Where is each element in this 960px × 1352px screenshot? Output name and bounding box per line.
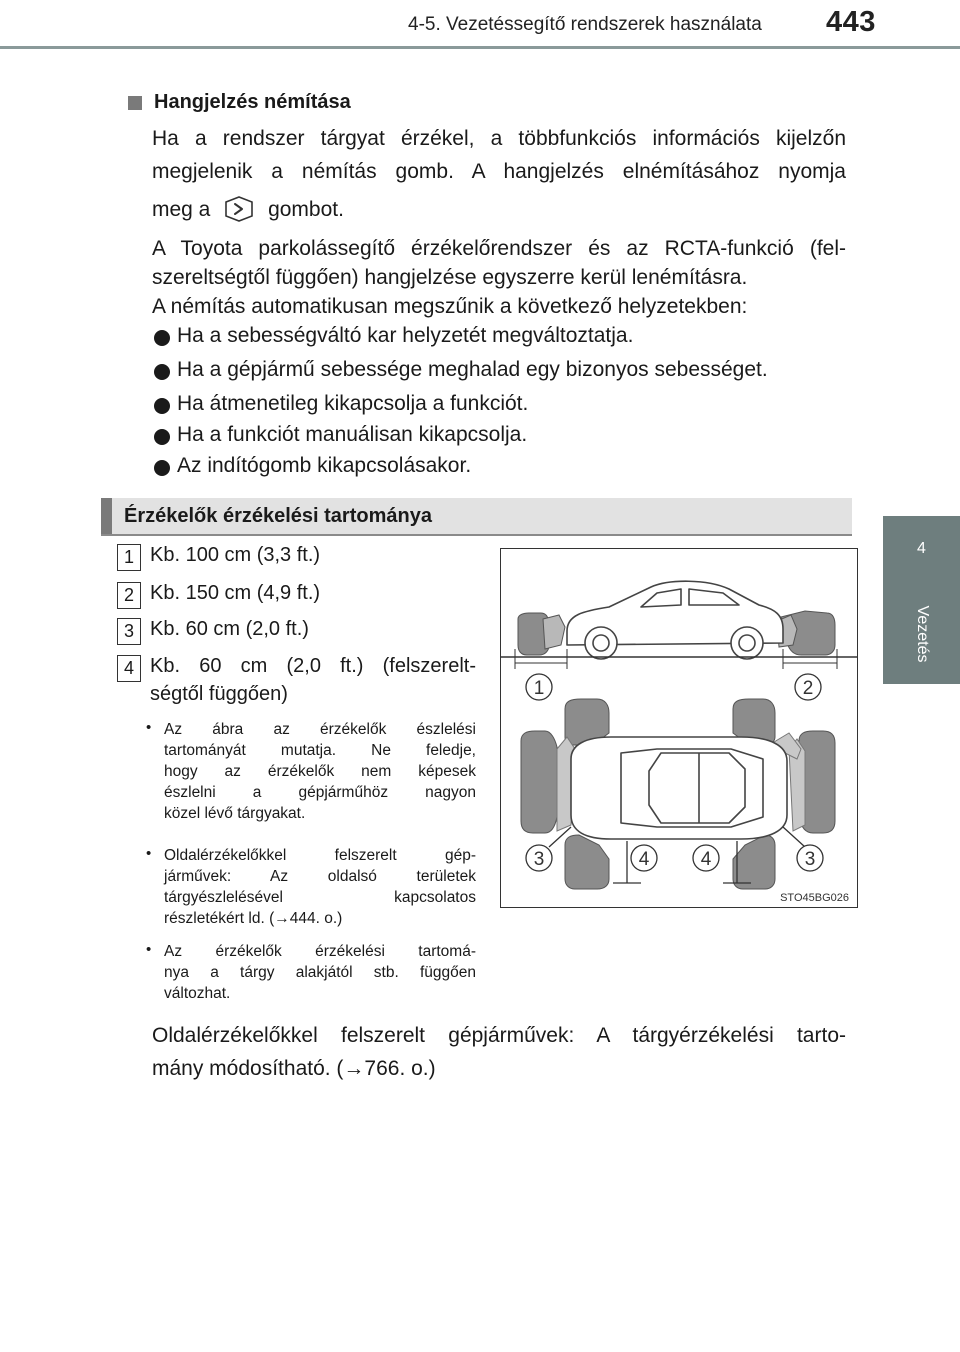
range-item-1: Kb. 100 cm (3,3 ft.) <box>150 544 321 566</box>
mute-bullet-5: Az indítógomb kikapcsolásakor. <box>177 454 472 477</box>
car-side-icon <box>567 581 783 659</box>
note-1-line: tartományát mutatja. Ne feledje, <box>164 742 476 759</box>
range-item-4-line1: Kb. 60 cm (2,0 ft.) (felszerelt- <box>150 655 476 677</box>
item-number-3: 3 <box>117 618 141 645</box>
note-1-line: hogy az érzékelők nem képesek <box>164 763 476 780</box>
mute-para1-line3-after: gombot. <box>268 198 344 221</box>
note-3-line: nya a tárgy alakjától stb. függően <box>164 964 476 981</box>
header-title: 4-5. Vezetéssegítő rendszerek használata <box>408 14 762 35</box>
note-2-line: tárgyészlelésével kapcsolatos <box>164 889 476 906</box>
mute-bullet-4: Ha a funkciót manuálisan kikapcsolja. <box>177 423 528 446</box>
item-number-2: 2 <box>117 582 141 609</box>
note-1-line: közel lévő tárgyakat. <box>164 805 306 822</box>
range-item-4-line2: ségtől függően) <box>150 683 288 705</box>
callout-2: 2 <box>802 678 814 699</box>
chapter-tab-number: 4 <box>917 540 926 557</box>
note-3 <box>164 941 476 1004</box>
bullet-icon <box>154 364 170 380</box>
mute-para2-line2: szereltségtől függően) hangjelzése egyszerre kerül lenémításra. <box>152 266 748 289</box>
note-2-line: járművek: Az oldalsó területek <box>164 868 476 885</box>
callout-3-left: 3 <box>533 849 545 870</box>
note-bullet: • <box>146 845 152 862</box>
note-1-line: észlelni a gépjárműhöz nagyon <box>164 784 476 801</box>
mute-para2-line1: A Toyota parkolássegítő érzékelőrendszer és az RCTA-funkció (fel- <box>152 237 846 260</box>
note-3-line: Az érzékelők érzékelési tartomá- <box>164 943 476 960</box>
mute-para1-line1: Ha a rendszer tárgyat érzékel, a többfunkciós információs kijelzőn <box>152 127 846 150</box>
section-title-mute: Hangjelzés némítása <box>154 91 351 113</box>
note-2-line: részletékért ld. (→444. o.) <box>164 910 343 927</box>
chapter-tab-label-wrap <box>884 604 959 664</box>
note-2-line: Oldalérzékelőkkel felszerelt gép- <box>164 847 476 864</box>
note-2 <box>164 845 476 929</box>
mute-para1-line3 <box>152 193 344 226</box>
note-bullet: • <box>146 941 152 958</box>
range-item-3: Kb. 60 cm (2,0 ft.) <box>150 618 309 640</box>
range-item-2: Kb. 150 cm (4,9 ft.) <box>150 582 321 604</box>
square-bullet-icon <box>128 96 142 110</box>
chapter-tab-label: Vezetés <box>913 605 931 663</box>
figure-code: STO45BG026 <box>780 892 849 904</box>
bullet-icon <box>154 398 170 414</box>
header-rule <box>0 46 960 49</box>
item-number-4: 4 <box>117 655 141 682</box>
final-line1: Oldalérzékelőkkel felszerelt gépjárművek: A tárgyérzékelési tarto- <box>152 1024 846 1047</box>
car-top-icon <box>571 737 787 839</box>
sensor-range-figure <box>500 548 858 908</box>
note-1 <box>164 719 476 824</box>
sensor-range-illustration <box>501 549 857 907</box>
note-3-line: változhat. <box>164 985 231 1002</box>
section-title-range: Érzékelők érzékelési tartománya <box>124 505 432 527</box>
mute-bullet-2: Ha a gépjármű sebessége meghalad egy bizonyos sebességet. <box>177 358 768 381</box>
section-banner-rule <box>101 534 852 536</box>
bullet-icon <box>154 429 170 445</box>
bullet-icon <box>154 460 170 476</box>
mute-para3: A némítás automatikusan megszűnik a következő helyzetekben: <box>152 295 748 318</box>
callout-4-left: 4 <box>638 849 650 870</box>
item-number-1: 1 <box>117 544 141 571</box>
final-line2: mány módosítható. (→766. o.) <box>152 1057 436 1080</box>
callout-3-right: 3 <box>804 849 816 870</box>
callout-4-right: 4 <box>700 849 712 870</box>
mute-bullet-1: Ha a sebességváltó kar helyzetét megváltoztatja. <box>177 324 634 347</box>
mute-para1-line2: megjelenik a némítás gomb. A hangjelzés elnémításához nyomja <box>152 160 846 183</box>
section-banner-bar <box>101 498 112 535</box>
mute-bullet-3: Ha átmenetileg kikapcsolja a funkciót. <box>177 392 529 415</box>
callout-1: 1 <box>533 678 545 699</box>
note-bullet: • <box>146 719 152 736</box>
mute-button-icon <box>220 194 258 224</box>
bullet-icon <box>154 330 170 346</box>
note-1-line: Az ábra az érzékelők észlelési <box>164 721 476 738</box>
page-number: 443 <box>826 6 876 38</box>
mute-para1-line3-before: meg a <box>152 198 211 221</box>
